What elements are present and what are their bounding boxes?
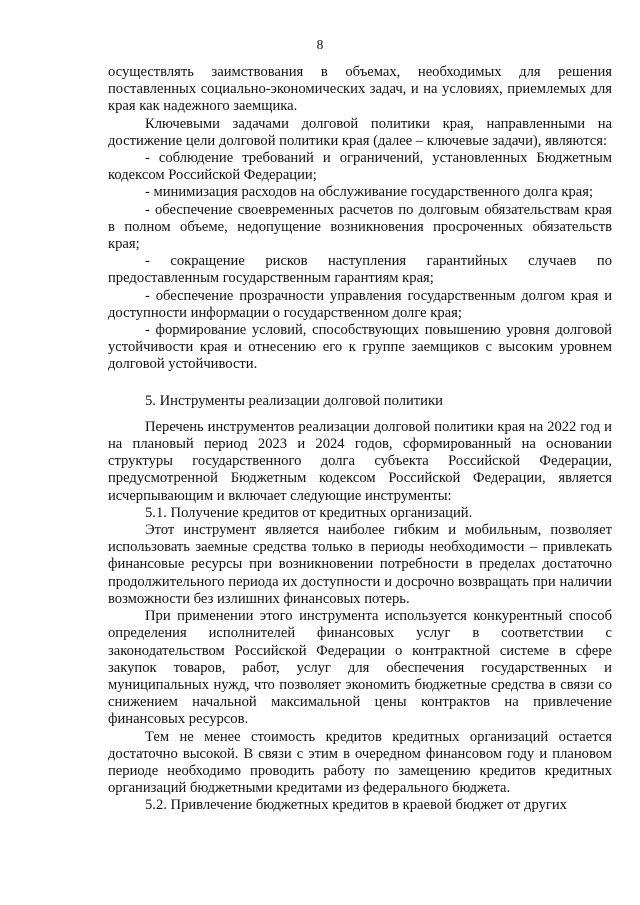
subsection-heading: 5.2. Привлечение бюджетных кредитов в краевой бюджет от других [145,797,567,814]
paragraph: Ключевыми задачами долговой политики края, направленными на достижение цели долговой политики края (далее – ключевые задачи), являются: [108,115,612,149]
section-heading: 5. Инструменты реализации долговой политики [145,392,443,409]
document-body [108,64,612,815]
list-item: - обеспечение прозрачности управления государственным долгом края и доступности информации о государственном долге края; [108,287,612,321]
paragraph: Тем не менее стоимость кредитов кредитных организаций остается достаточно высокой. В связи с этим в очередном финансовом году и плановом периоде необходимо проводить работу по замещению кредитов кредитных организаций бюджетными кредитами из федерального бюджета. [108,728,612,797]
list-item: - сокращение рисков наступления гарантийных случаев по предоставленным государственным гарантиям края; [108,253,612,287]
paragraph: Этот инструмент является наиболее гибким и мобильным, позволяет использовать заемные средства только в периоды необходимости – привлекать финансовые ресурсы при возникновении потребности в пределах достаточно продолжительного периода их доступности и досрочно возвращать при наличии возможности без излишних финансовых потерь. [108,522,612,607]
list-item: - формирование условий, способствующих повышению уровня долговой устойчивости края и отнесению его к группе заемщиков с высоким уровнем долговой устойчивости. [108,322,612,373]
paragraph: осуществлять заимствования в объемах, необходимых для решения поставленных социально-экономических задач, и на условиях, приемлемых для края как надежного заемщика. [108,64,612,115]
subsection-heading: 5.1. Получение кредитов от кредитных организаций. [145,504,473,521]
list-item: - минимизация расходов на обслуживание государственного долга края; [145,184,594,201]
page-number: 8 [316,37,324,52]
list-item: - обеспечение своевременных расчетов по долговым обязательствам края в полном объеме, недопущение возникновения просроченных обязательств края; [108,201,612,253]
list-item: - соблюдение требований и ограничений, установленных Бюджетным кодексом Российской Федерации; [108,150,612,184]
paragraph: При применении этого инструмента используется конкурентный способ определения исполнителей финансовых услуг в соответствии с законодательством Российской Федерации о контрактной системе в сфере закупок товаров, работ, услуг для обеспечения государственных и муниципальных нужд, что позволяет экономить бюджетные средства в связи со снижением начальной максимальной цены контрактов на привлечение финансовых ресурсов. [108,608,612,728]
paragraph: Перечень инструментов реализации долговой политики края на 2022 год и на плановый период 2023 и 2024 годов, сформированный на основании структуры государственного долга субъекта Российской Федерации, предусмотренной Бюджетным кодексом Российской Федерации, является исчерпывающим и включает следующие инструменты: [108,418,612,504]
